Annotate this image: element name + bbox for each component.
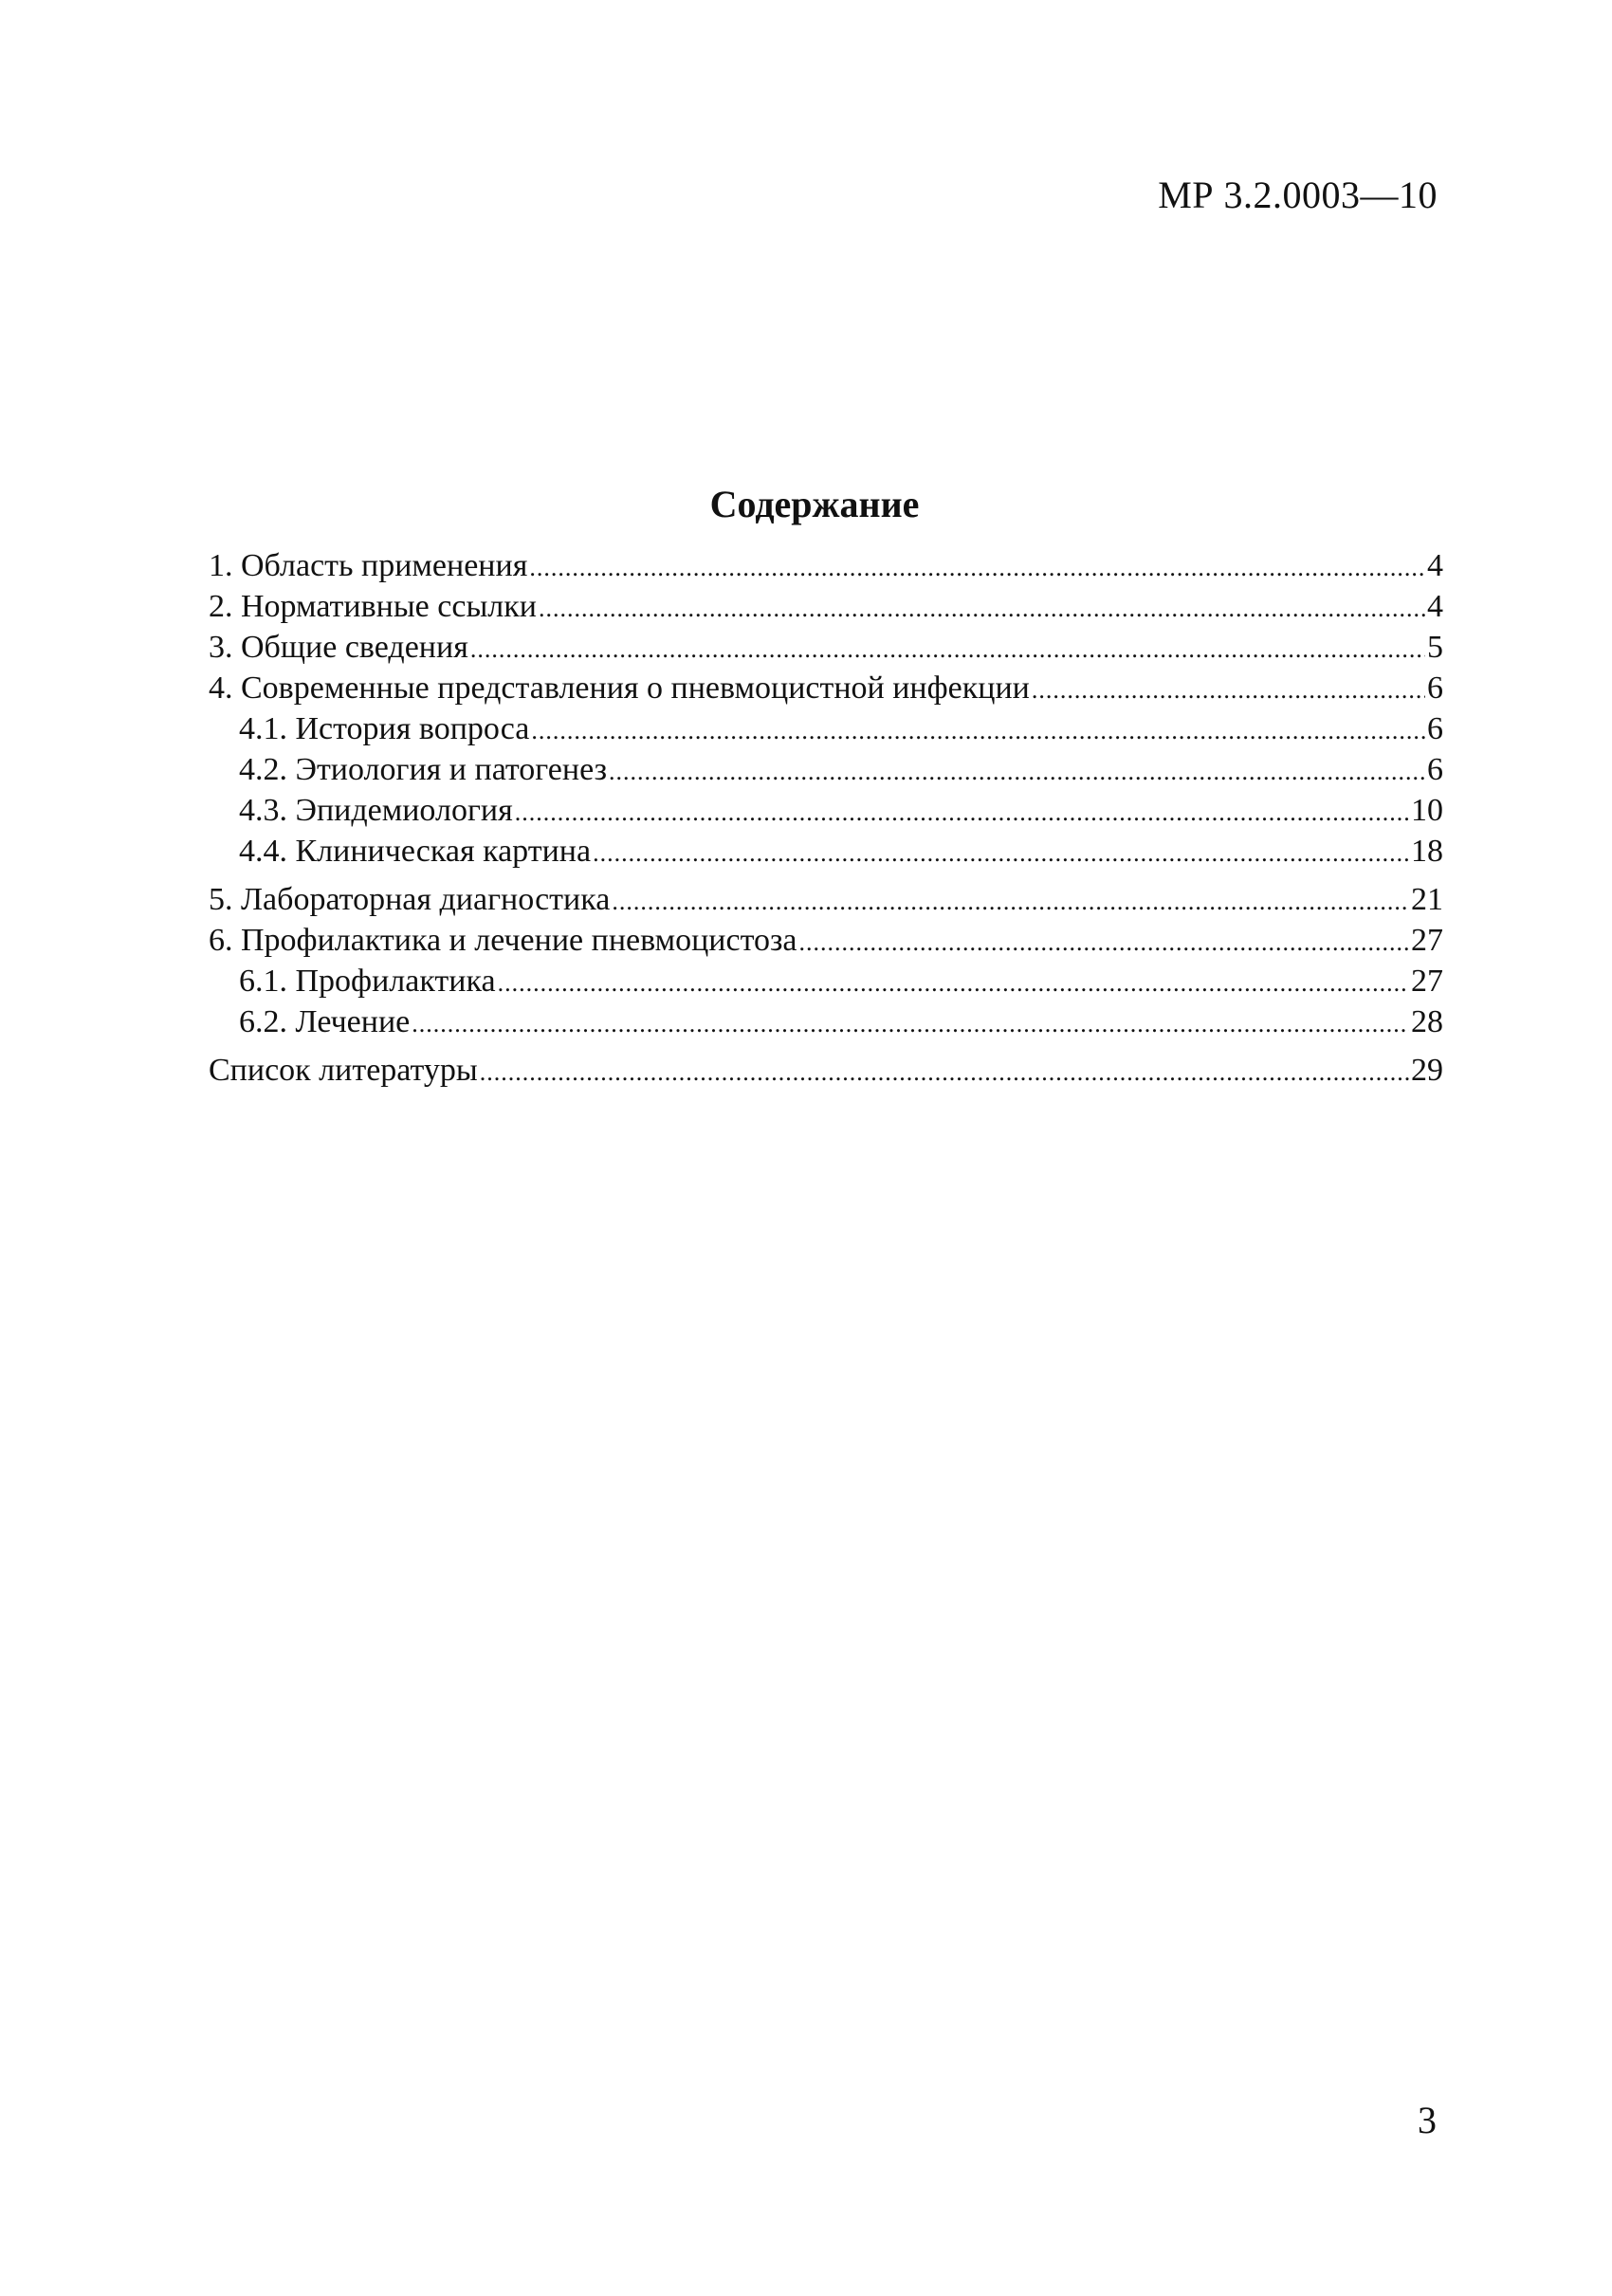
toc-entry-page: 6: [1427, 711, 1443, 746]
toc-leader-dots: [539, 588, 1425, 629]
toc-entry-page: 27: [1411, 923, 1443, 958]
toc-leader-dots: [1032, 670, 1425, 710]
toc-subentry[interactable]: [209, 790, 1443, 831]
toc-entry-page: 5: [1427, 630, 1443, 665]
toc-leader-dots: [593, 833, 1409, 873]
toc-entry[interactable]: [209, 586, 1443, 627]
toc-entry[interactable]: [209, 920, 1443, 961]
toc-leader-dots: [529, 547, 1425, 588]
toc-subentry[interactable]: [209, 708, 1443, 749]
toc-entry-page: 4: [1427, 589, 1443, 624]
toc-entry-page: 4: [1427, 548, 1443, 583]
toc-entry-page: 29: [1411, 1053, 1443, 1088]
toc-entry-page: 18: [1411, 834, 1443, 869]
toc-leader-dots: [612, 881, 1409, 922]
toc-subentry[interactable]: [209, 831, 1443, 872]
toc-entry-label: 6. Профилактика и лечение пневмоцистоза: [209, 923, 797, 958]
toc-entry-label: 4.3. Эпидемиология: [239, 793, 513, 828]
toc-entry[interactable]: [209, 879, 1443, 920]
toc-entry[interactable]: [209, 545, 1443, 586]
toc-entry-label: 4.2. Этиология и патогенез: [239, 752, 608, 787]
toc-leader-dots: [799, 922, 1409, 963]
toc-entry-label: 1. Область применения: [209, 548, 528, 583]
toc-entry-page: 21: [1411, 882, 1443, 917]
toc-subentry[interactable]: [209, 749, 1443, 790]
toc-leader-dots: [470, 629, 1425, 670]
toc-title: Содержание: [709, 483, 920, 525]
page-number: 3: [1418, 2099, 1437, 2141]
toc-entry-page: 27: [1411, 964, 1443, 999]
toc-entry-page: 6: [1427, 670, 1443, 706]
toc-leader-dots: [498, 963, 1409, 1003]
toc-entry-label: 5. Лабораторная диагностика: [209, 882, 611, 917]
toc-entry-page: 10: [1411, 793, 1443, 828]
toc-entry-label: Список литературы: [209, 1053, 478, 1088]
toc-entry[interactable]: [209, 627, 1443, 668]
toc-entry-page: 28: [1411, 1004, 1443, 1039]
toc-entry-label: 2. Нормативные ссылки: [209, 589, 537, 624]
toc-entry-label: 3. Общие сведения: [209, 630, 468, 665]
document-code: МР 3.2.0003—10: [1158, 174, 1438, 216]
toc-leader-dots: [480, 1052, 1409, 1093]
toc-entry[interactable]: [209, 668, 1443, 708]
toc-leader-dots: [412, 1003, 1409, 1044]
toc-leader-dots: [515, 792, 1409, 833]
toc-leader-dots: [531, 710, 1425, 751]
toc-entry[interactable]: [209, 1050, 1443, 1091]
toc-entry-page: 6: [1427, 752, 1443, 787]
toc-entry-label: 4.1. История вопроса: [239, 711, 530, 746]
table-of-contents: [209, 545, 1443, 1091]
toc-subentry[interactable]: [209, 961, 1443, 1001]
toc-entry-label: 6.1. Профилактика: [239, 964, 496, 999]
toc-leader-dots: [609, 751, 1425, 792]
toc-entry-label: 4.4. Клиническая картина: [239, 834, 592, 869]
toc-subentry[interactable]: [209, 1001, 1443, 1042]
toc-entry-label: 4. Современные представления о пневмоцистной инфекции: [209, 670, 1030, 706]
toc-entry-label: 6.2. Лечение: [239, 1004, 411, 1039]
